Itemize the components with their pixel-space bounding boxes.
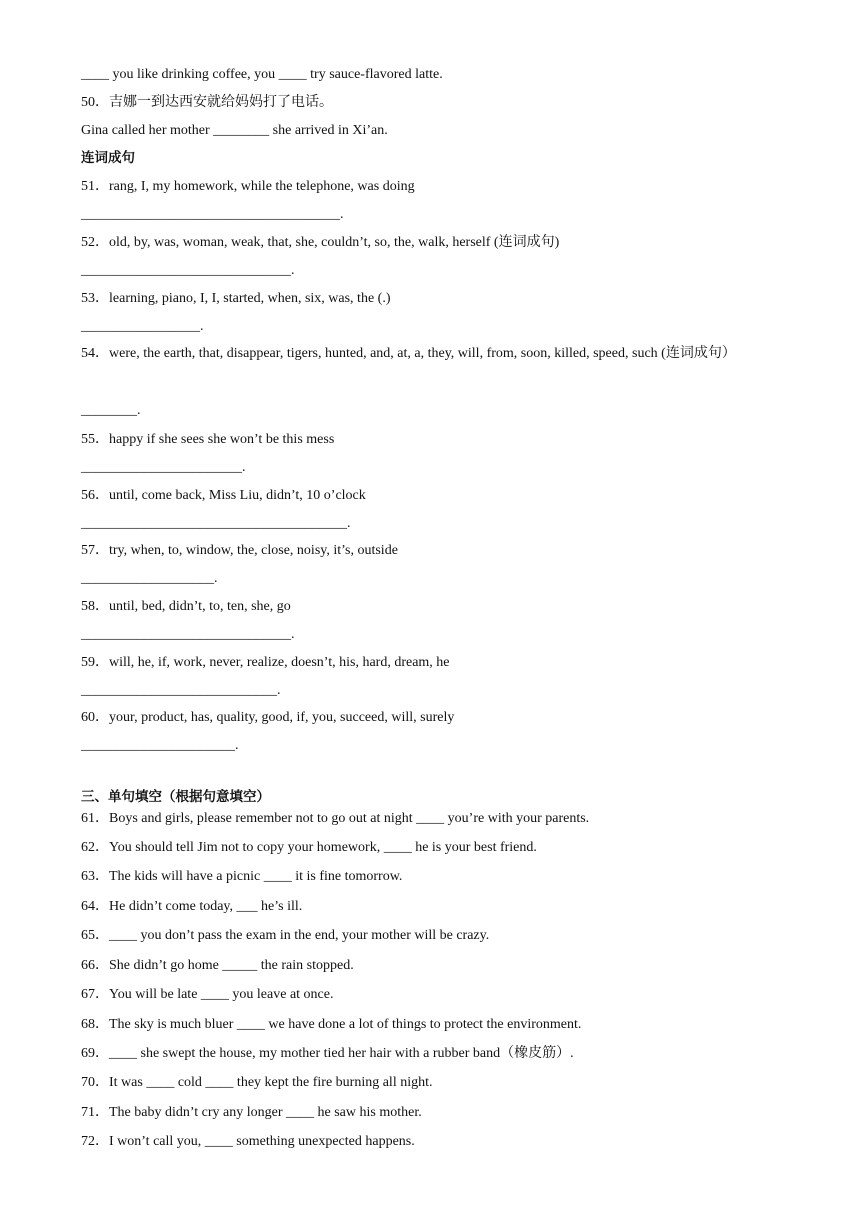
answer-line-55: _______________________. — [81, 460, 246, 475]
question-68: 68．The sky is much bluer ____ we have done a lot of things to protect the environment. — [81, 1017, 582, 1032]
question-66: 66．She didn’t go home _____ the rain stopped. — [81, 958, 354, 973]
section-heading-sentence-building: 连词成句 — [81, 150, 135, 166]
question-59: 59．will, he, if, work, never, realize, doesn’t, his, hard, dream, he — [81, 655, 450, 670]
question-62: 62．You should tell Jim not to copy your homework, ____ he is your best friend. — [81, 840, 537, 855]
question-57: 57．try, when, to, window, the, close, noisy, it’s, outside — [81, 543, 398, 558]
question-61: 61．Boys and girls, please remember not to go out at night ____ you’re with your parents. — [81, 811, 590, 826]
answer-line-54: ________. — [81, 403, 141, 418]
question-53: 53．learning, piano, I, I, started, when, six, was, the (.) — [81, 291, 391, 306]
question-54: 54．were, the earth, that, disappear, tigers, hunted, and, at, a, they, will, from, soon, killed, speed, such (连词成句） — [81, 346, 736, 361]
question-70: 70．It was ____ cold ____ they kept the fire burning all night. — [81, 1075, 433, 1090]
answer-line-57: ___________________. — [81, 571, 218, 586]
question-55: 55．happy if she sees she won’t be this mess — [81, 432, 335, 447]
question-64: 64．He didn’t come today, ___ he’s ill. — [81, 899, 303, 914]
question-60: 60．your, product, has, quality, good, if, you, succeed, will, surely — [81, 710, 455, 725]
question-50-prompt: 50．吉娜一到达西安就给妈妈打了电话。 — [81, 95, 333, 110]
answer-line-52: ______________________________. — [81, 263, 295, 278]
question-72: 72．I won’t call you, ____ something unexpected happens. — [81, 1134, 415, 1149]
question-51: 51．rang, I, my homework, while the telephone, was doing — [81, 179, 415, 194]
answer-line-51: _____________________________________. — [81, 207, 344, 222]
section-heading-fill-in: 三、单句填空（根据句意填空） — [81, 789, 270, 805]
answer-line-58: ______________________________. — [81, 627, 295, 642]
answer-line-53: _________________. — [81, 319, 204, 334]
question-65: 65．____ you don’t pass the exam in the end, your mother will be crazy. — [81, 928, 490, 943]
answer-line-60: ______________________. — [81, 738, 239, 753]
question-63: 63．The kids will have a picnic ____ it is fine tomorrow. — [81, 869, 403, 884]
answer-line-56: ______________________________________. — [81, 516, 351, 531]
question-49-line: ____ you like drinking coffee, you ____ try sauce-flavored latte. — [81, 67, 443, 82]
question-50-sentence: Gina called her mother ________ she arrived in Xi’an. — [81, 123, 388, 138]
question-67: 67．You will be late ____ you leave at once. — [81, 987, 334, 1002]
question-52: 52．old, by, was, woman, weak, that, she, couldn’t, so, the, walk, herself (连词成句) — [81, 235, 560, 250]
question-56: 56．until, come back, Miss Liu, didn’t, 10 o’clock — [81, 488, 366, 503]
question-69: 69．____ she swept the house, my mother tied her hair with a rubber band（橡皮筋）. — [81, 1046, 574, 1061]
question-58: 58．until, bed, didn’t, to, ten, she, go — [81, 599, 291, 614]
question-71: 71．The baby didn’t cry any longer ____ he saw his mother. — [81, 1105, 422, 1120]
answer-line-59: ____________________________. — [81, 683, 281, 698]
